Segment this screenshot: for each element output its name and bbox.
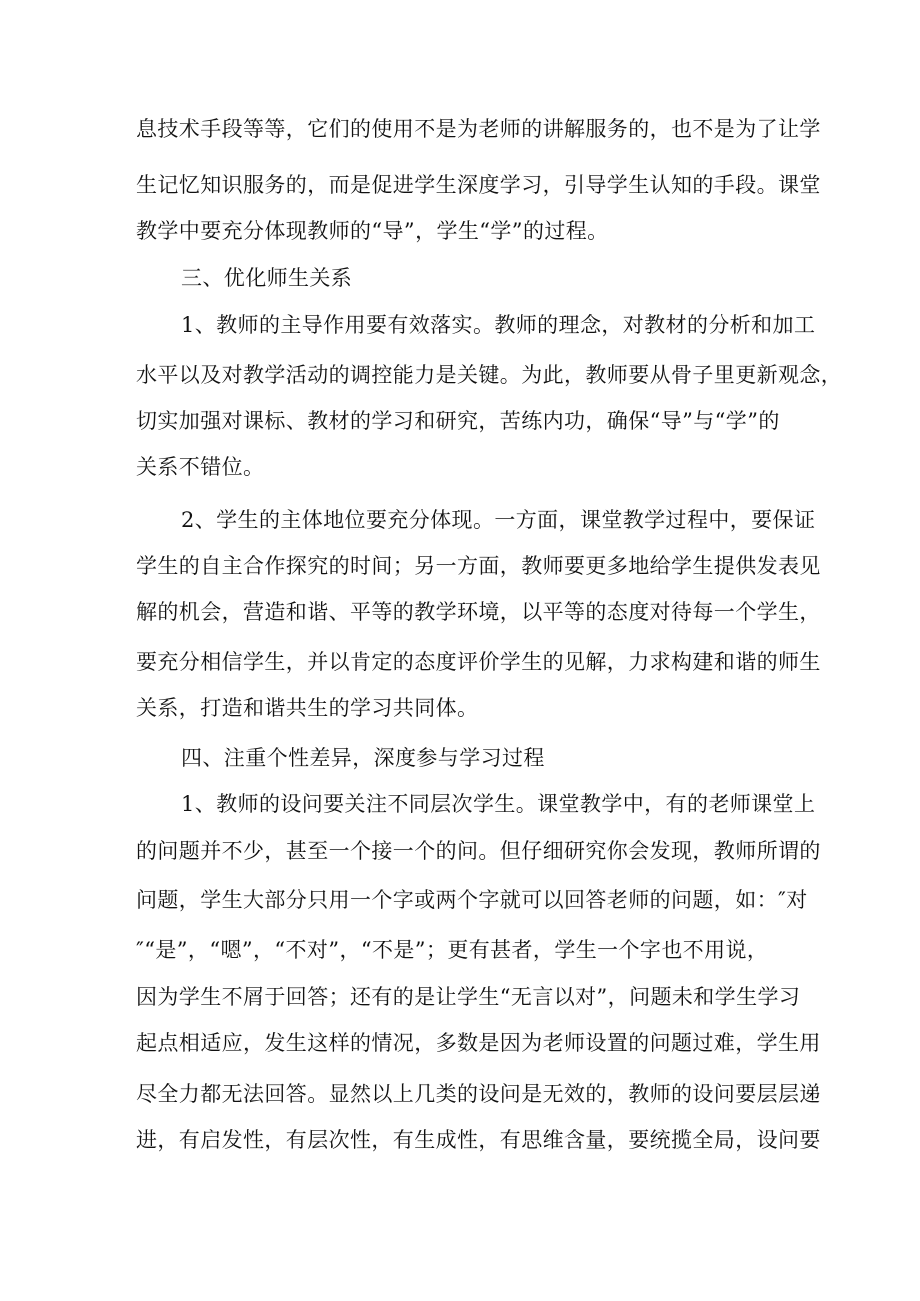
text-line: 因为学生不屑于回答；还有的是让学生“无言以对”，问题未和学生学习 — [136, 985, 801, 1009]
text-line: 问题，学生大部分只用一个字或两个字就可以回答老师的问题，如：″对 — [136, 888, 808, 912]
section-heading: 三、优化师生关系 — [181, 266, 353, 290]
text-line: 切实加强对课标、教材的学习和研究，苦练内功，确保“导”与“学”的 — [136, 409, 780, 433]
text-line: 解的机会，营造和谐、平等的教学环境，以平等的态度对待每一个学生， — [136, 600, 821, 624]
text-line: 要充分相信学生，并以肯定的态度评价学生的见解，力求构建和谐的师生 — [136, 650, 821, 674]
text-line: 关系不错位。 — [136, 455, 265, 479]
text-line: 2、学生的主体地位要充分体现。一方面，课堂教学过程中，要保证 — [181, 508, 816, 532]
text-line: 1、教师的设问要关注不同层次学生。课堂教学中，有的老师课堂上 — [181, 792, 816, 816]
text-line: 教学中要充分体现教师的“导”，学生“学”的过程。 — [136, 219, 609, 243]
text-line: 起点相适应，发生这样的情况，多数是因为老师设置的问题过难，学生用 — [136, 1031, 821, 1055]
text-line: 学生的自主合作探究的时间；另一方面，教师要更多地给学生提供发表见 — [136, 554, 821, 578]
text-line: 息技术手段等等，它们的使用不是为老师的讲解服务的，也不是为了让学 — [136, 117, 821, 141]
text-line: 进，有启发性，有层次性，有生成性，有思维含量，要统揽全局，设问要 — [136, 1128, 821, 1152]
section-heading: 四、注重个性差异，深度参与学习过程 — [181, 746, 545, 770]
text-line: 尽全力都无法回答。显然以上几类的设问是无效的，教师的设问要层层递 — [136, 1082, 821, 1106]
text-line: 1、教师的主导作用要有效落实。教师的理念，对教材的分析和加工 — [181, 313, 816, 337]
text-line: 生记忆知识服务的，而是促进学生深度学习，引导学生认知的手段。课堂 — [136, 173, 821, 197]
text-line: 关系，打造和谐共生的学习共同体。 — [136, 696, 479, 720]
text-line: 水平以及对教学活动的调控能力是关键。为此，教师要从骨子里更新观念， — [136, 363, 843, 387]
text-line: 的问题并不少，甚至一个接一个的问。但仔细研究你会发现，教师所谓的 — [136, 839, 821, 863]
text-line: ″“是”，“嗯”，“不对”，“不是”；更有甚者，学生一个字也不用说， — [136, 938, 769, 962]
